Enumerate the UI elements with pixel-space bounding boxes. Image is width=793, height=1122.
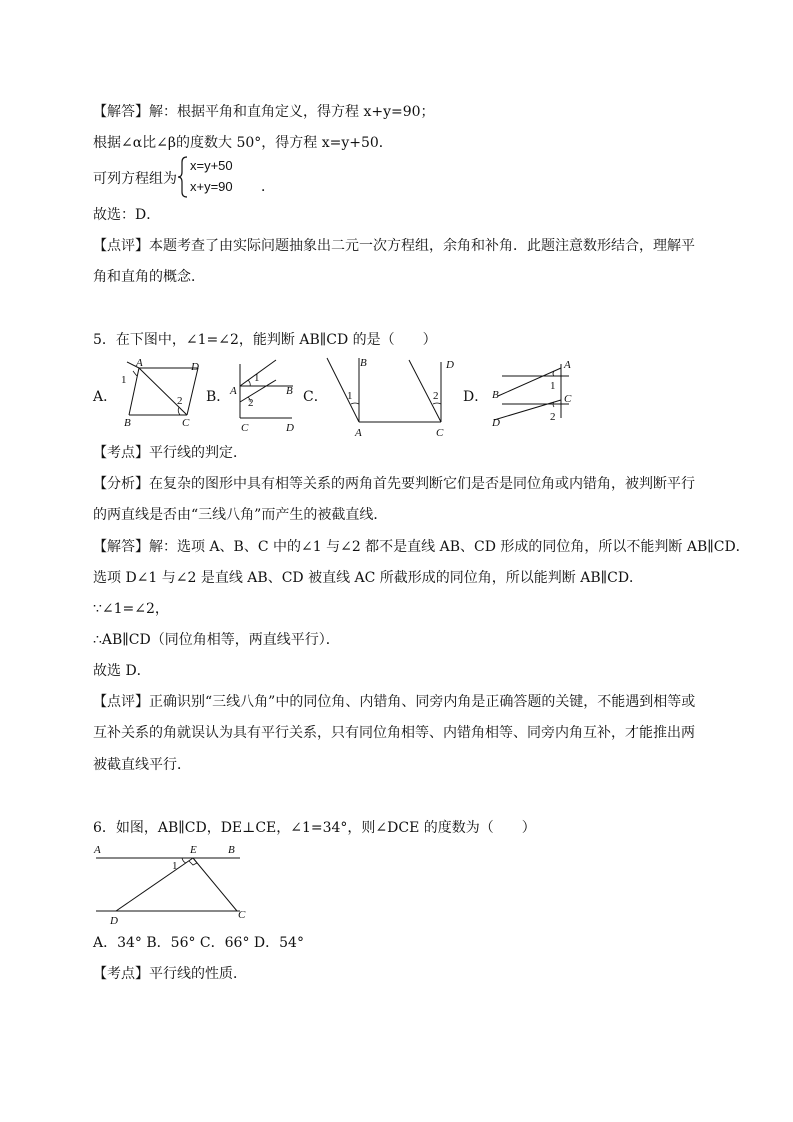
fig-c-label-d: D (446, 359, 454, 371)
fig-d-label-c: C (564, 393, 572, 405)
q6-options: A．34° B．56° C．66° D．54° (93, 935, 304, 951)
q6-figure (90, 840, 250, 928)
q4-comment-line-2: 角和直角的概念． (93, 269, 205, 285)
q5-option-b-label: B． (206, 389, 231, 405)
q5-figure-c (323, 352, 461, 438)
fig-a-angle-2: 2 (177, 395, 183, 407)
q5-answer-line-2: 选项 D∠1 与∠2 是直线 AB、CD 被直线 AC 所截形成的同位角，所以能判断 AB∥CD． (93, 570, 644, 586)
fig-d-angle-1: 1 (550, 380, 556, 392)
fig-b-label-c: C (241, 422, 249, 434)
q5-figure-a (117, 358, 207, 430)
q5-kaodian: 【考点】平行线的判定． (93, 445, 247, 461)
q5-option-d-label: D． (463, 389, 489, 405)
fig6-label-d: D (110, 915, 118, 927)
q5-comment-line-3: 被截直线平行． (93, 757, 191, 773)
fig-a-label-d: D (191, 361, 199, 373)
fig-c-label-b: B (360, 357, 367, 369)
equation-system (93, 156, 293, 198)
q4-choice: 故选：D． (93, 207, 161, 223)
q6-question: 6．如图，AB∥CD，DE⊥CE，∠1=34°，则∠DCE 的度数为（ ） (93, 820, 536, 836)
q5-figure-d (486, 358, 586, 432)
fig-d-label-d: D (492, 417, 500, 429)
fig-a-angle-1: 1 (121, 374, 127, 386)
system-prefix: 可列方程组为 (93, 171, 177, 187)
q5-therefore: ∴AB∥CD（同位角相等，两直线平行）． (93, 632, 340, 648)
fig-c-label-c: C (436, 427, 444, 438)
fig-b-angle-2: 2 (248, 397, 254, 409)
fig6-label-c: C (238, 909, 246, 921)
system-suffix: ． (261, 179, 275, 195)
q5-because: ∵∠1=∠2， (93, 601, 169, 617)
q5-answer-line-1: 【解答】解：选项 A、B、C 中的∠1 与∠2 都不是直线 AB、CD 形成的同位角，所以不能判断 AB∥CD． (93, 539, 750, 555)
q5-analysis-line-2: 的两直线是否由“三线八角”而产生的被截直线． (93, 507, 388, 523)
fig6-label-a: A (94, 844, 101, 856)
fig-d-angle-2: 2 (550, 411, 556, 423)
q4-answer-line-2: 根据∠α比∠β的度数大 50°，得方程 x=y+50． (93, 135, 393, 151)
q4-comment-line-1: 【点评】本题考查了由实际问题抽象出二元一次方程组，余角和补角．此题注意数形结合，理解平 (93, 238, 695, 254)
fig-c-label-a: A (355, 427, 362, 438)
fig-c-angle-2: 2 (433, 390, 439, 402)
system-equation-1: x=y+50 (190, 158, 233, 173)
system-equation-2: x+y=90 (190, 179, 233, 194)
fig6-label-e: E (190, 844, 197, 856)
fig-b-label-a: A (230, 385, 237, 397)
fig-d-label-a: A (564, 359, 571, 371)
fig-a-label-c: C (182, 417, 190, 429)
q6-kaodian: 【考点】平行线的性质． (93, 966, 247, 982)
fig-b-label-b: B (286, 385, 293, 397)
q5-question: 5．在下图中，∠1=∠2，能判断 AB∥CD 的是（ ） (93, 332, 437, 348)
fig-c-angle-1: 1 (347, 390, 353, 402)
fig6-angle-1: 1 (172, 860, 178, 872)
q5-figure-b (228, 356, 308, 434)
fig-a-label-a: A (136, 358, 143, 369)
fig-a-label-b: B (124, 417, 131, 429)
fig-b-label-d: D (286, 422, 294, 434)
fig-d-label-b: B (492, 389, 499, 401)
fig-b-angle-1: 1 (254, 372, 260, 384)
q5-analysis-line-1: 【分析】在复杂的图形中具有相等关系的两角首先要判断它们是否是同位角或内错角，被判断平行 (93, 476, 695, 492)
q5-comment-line-1: 【点评】正确识别“三线八角”中的同位角、内错角、同旁内角是正确答题的关键，不能遇到相等或 (93, 694, 696, 710)
q5-option-c-label: C． (303, 389, 328, 405)
q5-choice: 故选 D． (93, 663, 151, 679)
brace-icon (177, 156, 189, 198)
q4-answer-line-1: 【解答】解：根据平角和直角定义，得方程 x+y=90； (93, 104, 435, 120)
q5-comment-line-2: 互补关系的角就误认为具有平行关系，只有同位角相等、内错角相等、同旁内角互补，才能推出两 (93, 725, 695, 741)
q5-option-a-label: A． (93, 389, 118, 405)
fig6-label-b: B (228, 844, 235, 856)
